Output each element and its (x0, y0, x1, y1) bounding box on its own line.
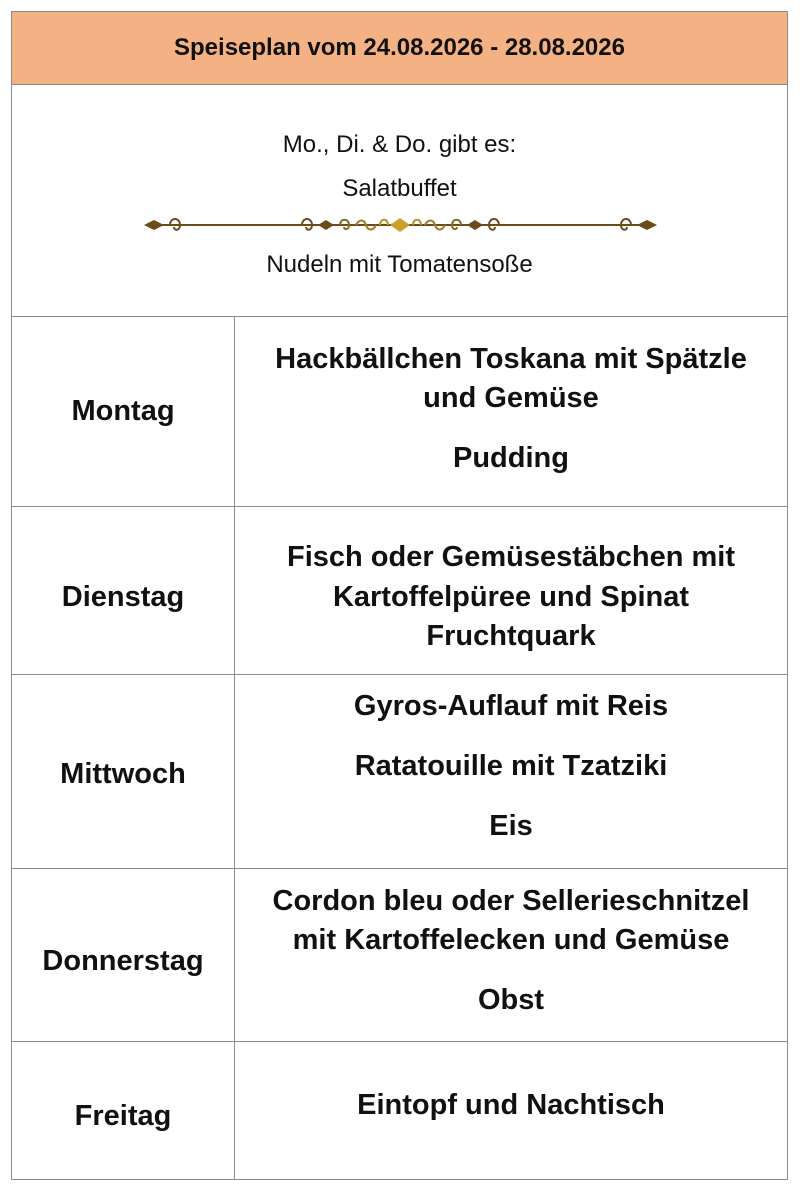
day-label: Mittwoch (12, 675, 235, 868)
menu-line: Cordon bleu oder Sellerieschnitzel (272, 885, 750, 917)
day-label: Dienstag (12, 507, 235, 674)
menu-table (11, 11, 788, 1180)
menu-line: Eis (489, 810, 533, 842)
day-menu (235, 507, 787, 674)
menu-line: Pudding (453, 442, 569, 474)
day-menu (235, 1042, 787, 1179)
day-row-mittwoch (12, 675, 787, 869)
daily-offer-section (12, 85, 787, 317)
menu-line: Obst (477, 984, 545, 1016)
menu-line: Gyros-Auflauf mit Reis (353, 690, 669, 722)
day-row-montag (12, 317, 787, 507)
day-row-dienstag (12, 507, 787, 675)
daily-offer-pasta: Nudeln mit Tomatensoße (266, 251, 533, 278)
day-label: Donnerstag (12, 869, 235, 1041)
menu-line: Ratatouille mit Tzatziki (354, 750, 668, 782)
day-menu (235, 869, 787, 1041)
menu-line: Hackbällchen Toskana mit Spätzle (275, 343, 747, 375)
day-label: Montag (12, 317, 235, 506)
day-row-freitag (12, 1042, 787, 1179)
day-menu (235, 317, 787, 506)
daily-offer-salad: Salatbuffet (342, 175, 457, 202)
menu-title: Speiseplan vom 24.08.2026 - 28.08.2026 (12, 12, 787, 85)
menu-line: mit Kartoffelecken und Gemüse (292, 924, 730, 956)
ornament-divider-icon (142, 210, 659, 240)
menu-line: und Gemüse (423, 382, 599, 414)
menu-line: Fisch oder Gemüsestäbchen mit (286, 541, 735, 573)
daily-offer-intro: Mo., Di. & Do. gibt es: (282, 131, 517, 158)
menu-line: Eintopf und Nachtisch (357, 1089, 665, 1121)
day-label: Freitag (12, 1042, 235, 1179)
menu-line: Fruchtquark (426, 620, 596, 652)
menu-line: Kartoffelpüree und Spinat (332, 581, 690, 613)
day-menu (235, 675, 787, 868)
day-row-donnerstag (12, 869, 787, 1042)
